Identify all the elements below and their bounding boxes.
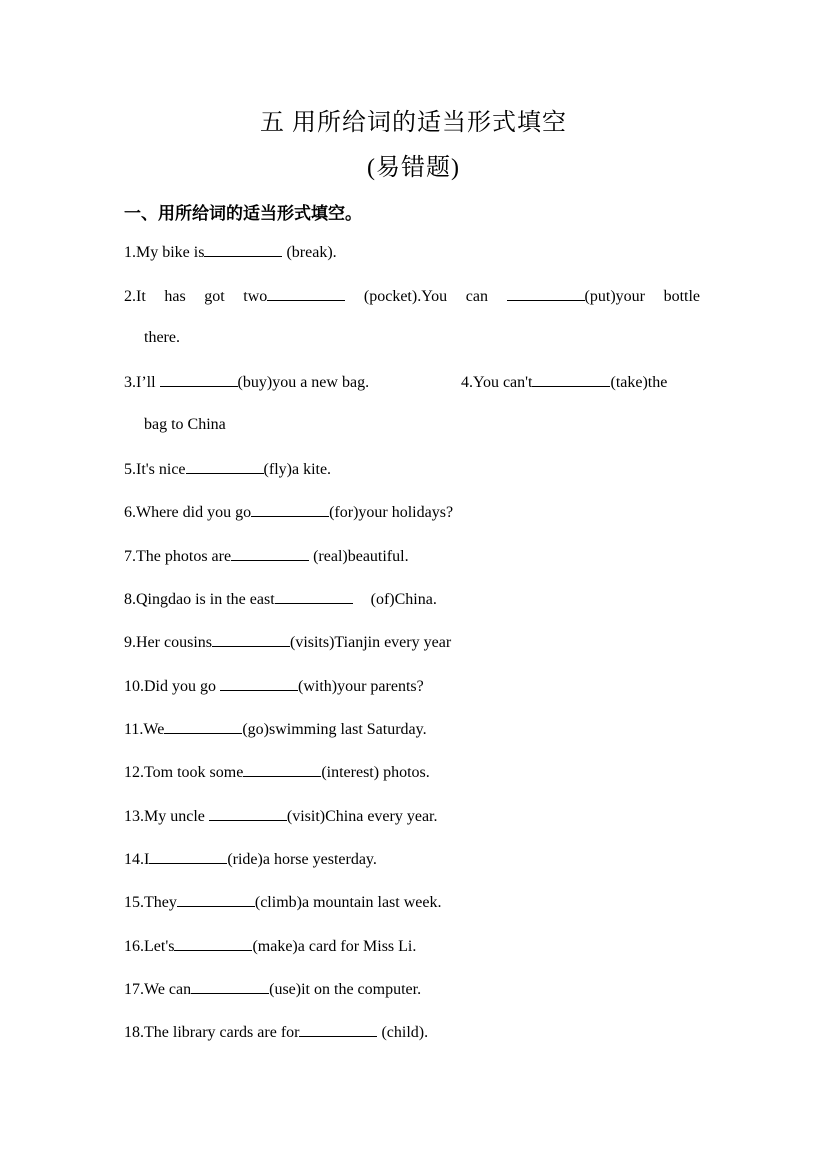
answer-blank[interactable] <box>177 892 255 907</box>
question-3: 3.I’ll (buy)you a new bag. <box>124 374 370 391</box>
answer-blank[interactable] <box>275 589 353 604</box>
question-2: 2.It has got two (pocket).You can (put)your bottle <box>124 288 701 305</box>
answer-blank[interactable] <box>231 546 309 561</box>
question-16: 16.Let's (make)a card for Miss Li. <box>124 938 417 955</box>
question-17: 17.We can (use)it on the computer. <box>124 981 422 998</box>
question-4: 4.You can't (take)the <box>461 374 668 391</box>
question-1: 1.My bike is (break). <box>124 244 337 261</box>
question-6: 6.Where did you go (for)your holidays? <box>124 504 454 521</box>
answer-blank[interactable] <box>204 242 282 257</box>
answer-blank[interactable] <box>164 719 242 734</box>
answer-blank[interactable] <box>212 632 290 647</box>
answer-blank[interactable] <box>251 502 329 517</box>
question-10: 10.Did you go (with)your parents? <box>124 678 424 695</box>
answer-blank[interactable] <box>220 676 298 691</box>
question-15: 15.They (climb)a mountain last week. <box>124 894 442 911</box>
answer-blank[interactable] <box>174 936 252 951</box>
answer-blank[interactable] <box>160 372 238 387</box>
answer-blank[interactable] <box>243 762 321 777</box>
page-title: 五 用所给词的适当形式填空 <box>260 110 567 136</box>
question-13: 13.My uncle (visit)China every year. <box>124 808 438 825</box>
question-18: 18.The library cards are for (child). <box>124 1024 429 1041</box>
question-9: 9.Her cousins (visits)Tianjin every year <box>124 634 452 651</box>
answer-blank[interactable] <box>532 372 610 387</box>
question-2-continued: there. <box>144 329 180 346</box>
question-8: 8.Qingdao is in the east (of)China. <box>124 591 437 608</box>
question-4-continued: bag to China <box>144 416 226 433</box>
answer-blank[interactable] <box>209 806 287 821</box>
question-7: 7.The photos are (real)beautiful. <box>124 548 409 565</box>
answer-blank[interactable] <box>507 286 585 301</box>
page-subtitle: (易错题) <box>367 155 460 181</box>
question-14: 14.I (ride)a horse yesterday. <box>124 851 377 868</box>
answer-blank[interactable] <box>191 979 269 994</box>
section-heading: 一、用所给词的适当形式填空。 <box>124 204 362 223</box>
answer-blank[interactable] <box>186 459 264 474</box>
question-11: 11.We (go)swimming last Saturday. <box>124 721 427 738</box>
answer-blank[interactable] <box>267 286 345 301</box>
question-5: 5.It's nice (fly)a kite. <box>124 461 332 478</box>
question-12: 12.Tom took some (interest) photos. <box>124 764 430 781</box>
answer-blank[interactable] <box>299 1022 377 1037</box>
answer-blank[interactable] <box>149 849 227 864</box>
